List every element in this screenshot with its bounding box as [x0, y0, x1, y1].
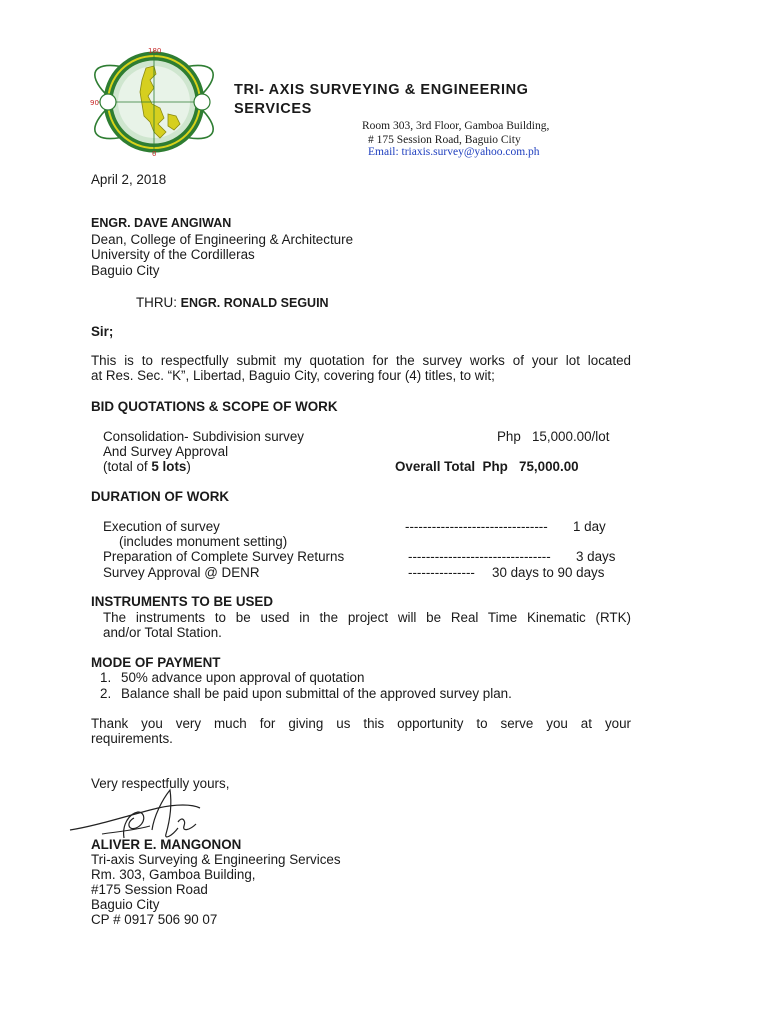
bid-heading: BID QUOTATIONS & SCOPE OF WORK [91, 399, 338, 414]
company-address-line1: Room 303, 3rd Floor, Gamboa Building, [362, 120, 550, 132]
recipient-institution: University of the Cordilleras [91, 247, 255, 262]
signatory-name: ALIVER E. MANGONON [91, 837, 242, 852]
signatory-city: Baguio City [91, 897, 160, 912]
company-name-line1: TRI- AXIS SURVEYING & ENGINEERING [234, 82, 529, 98]
signatory-phone: CP # 0917 506 90 07 [91, 912, 218, 927]
duration-heading: DURATION OF WORK [91, 489, 230, 504]
recipient-city: Baguio City [91, 263, 160, 278]
company-logo [84, 44, 224, 160]
signatory-company: Tri-axis Surveying & Engineering Services [91, 852, 341, 867]
instruments-line2: and/or Total Station. [103, 625, 222, 640]
bid-item-line1: Consolidation- Subdivision survey [103, 429, 304, 444]
bid-unit-price: Php 15,000.00/lot [497, 429, 610, 444]
payment-item-2: 2. Balance shall be paid upon submittal of the approved survey plan. [100, 686, 512, 701]
duration-time-1: 1 day [573, 519, 606, 534]
duration-time-2: 3 days [576, 549, 616, 564]
bid-overall-total: Overall Total Php 75,000.00 [395, 459, 579, 474]
instruments-heading: INSTRUMENTS TO BE USED [91, 594, 274, 609]
thru-name: ENGR. RONALD SEGUIN [180, 296, 329, 310]
duration-leader-1: -------------------------------- [405, 519, 548, 534]
duration-task-3: Survey Approval @ DENR [103, 565, 260, 580]
logo-degree-0: 0 [152, 150, 157, 158]
recipient-title: Dean, College of Engineering & Architecture [91, 232, 354, 247]
thru-label: THRU: [136, 295, 177, 310]
thanks-line2: requirements. [91, 731, 173, 746]
payment-item-1: 1. 50% advance upon approval of quotation [100, 670, 365, 685]
duration-task-note: (includes monument setting) [119, 534, 288, 549]
instruments-line1: The instruments to be used in the project will be Real Time Kinematic (RTK) [103, 610, 631, 625]
duration-task-2: Preparation of Complete Survey Returns [103, 549, 345, 564]
intro-line1: This is to respectfully submit my quotation for the survey works of your lot located [91, 353, 631, 368]
duration-time-3: 30 days to 90 days [492, 565, 605, 580]
company-address-line2: # 175 Session Road, Baguio City [368, 134, 521, 146]
bid-lots-count: 5 lots [151, 459, 187, 474]
signatory-address2: #175 Session Road [91, 882, 208, 897]
bid-lots: (total of 5 lots) [103, 459, 191, 474]
intro-line2: at Res. Sec. “K”, Libertad, Baguio City, covering four (4) titles, to wit; [91, 368, 495, 383]
company-name-line2: SERVICES [234, 101, 312, 117]
signatory-address1: Rm. 303, Gamboa Building, [91, 867, 256, 882]
thru-line [136, 295, 329, 310]
payment-heading: MODE OF PAYMENT [91, 655, 221, 670]
duration-leader-3: --------------- [408, 565, 475, 580]
letter-date: April 2, 2018 [91, 172, 167, 187]
salutation: Sir; [91, 324, 114, 339]
logo-degree-90: 90 [90, 99, 99, 107]
duration-task-1: Execution of survey [103, 519, 220, 534]
complimentary-close: Very respectfully yours, [91, 776, 230, 791]
logo-degree-180: 180 [148, 47, 162, 55]
recipient-name: ENGR. DAVE ANGIWAN [91, 216, 232, 230]
duration-leader-2: -------------------------------- [408, 549, 551, 564]
thanks-line1: Thank you very much for giving us this opportunity to serve you at your [91, 716, 631, 731]
company-email: Email: triaxis.survey@yahoo.com.ph [368, 146, 540, 158]
bid-item-line2: And Survey Approval [103, 444, 229, 459]
